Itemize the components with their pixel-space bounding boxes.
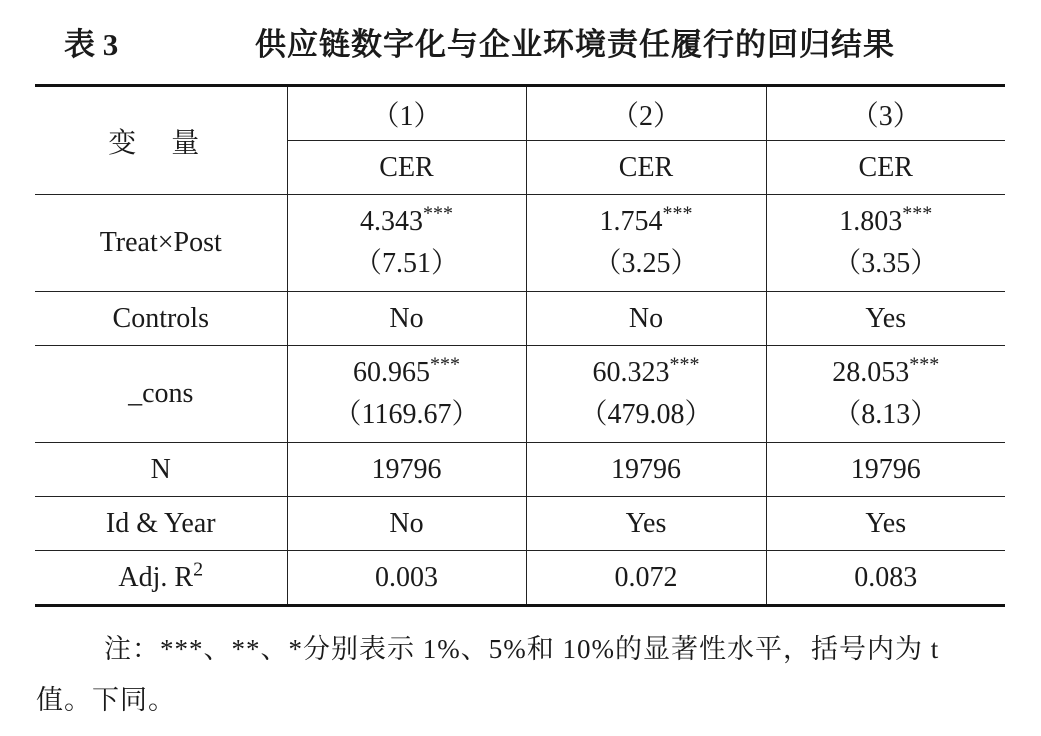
table-row-fixed-effects	[35, 497, 1005, 551]
regression-table	[35, 84, 1005, 607]
t-statistic: （479.08）	[579, 399, 713, 430]
row-label: _cons	[35, 346, 287, 443]
row-label: Id & Year	[35, 497, 287, 551]
t-statistic: （1169.67）	[333, 399, 480, 430]
column-number: （2）	[526, 86, 766, 141]
column-number: （3）	[766, 86, 1005, 141]
table-row-cons	[35, 346, 1005, 443]
t-statistic: （3.35）	[833, 248, 939, 279]
coefficient: 1.803	[839, 206, 903, 237]
table-row-treat-post	[35, 195, 1005, 292]
table-caption	[30, 20, 1030, 70]
significance-stars: ***	[430, 353, 460, 376]
dependent-variable: CER	[526, 141, 766, 195]
row-label	[35, 551, 287, 606]
table-cell: 19796	[766, 443, 1005, 497]
row-label: Controls	[35, 292, 287, 346]
table-row-n	[35, 443, 1005, 497]
table-number: 表 3	[64, 27, 119, 62]
row-label: Treat×Post	[35, 195, 287, 292]
significance-stars: ***	[662, 202, 693, 225]
table-cell: Yes	[766, 497, 1005, 551]
row-label-superscript: 2	[193, 558, 204, 581]
coefficient: 28.053	[832, 357, 910, 388]
t-statistic: （7.51）	[353, 248, 459, 279]
coefficient: 4.343	[360, 206, 423, 237]
coefficient: 60.965	[353, 357, 430, 388]
row-label: N	[35, 443, 287, 497]
coefficient-cell	[766, 346, 1005, 443]
table-note	[36, 624, 1011, 726]
coefficient-cell	[526, 346, 766, 443]
note-line-2: 值。下同。	[36, 685, 176, 715]
table-row-controls	[35, 292, 1005, 346]
dependent-variable: CER	[766, 141, 1005, 195]
t-statistic: （3.25）	[593, 248, 699, 279]
coefficient: 60.323	[592, 357, 670, 388]
coefficient-cell	[287, 346, 526, 443]
coefficient-cell	[526, 195, 766, 292]
table-cell: Yes	[526, 497, 766, 551]
coefficient-cell	[287, 195, 526, 292]
table-row-adj-r2	[35, 551, 1005, 606]
significance-stars: ***	[669, 353, 700, 376]
table-cell: No	[287, 292, 526, 346]
table-cell: 0.072	[526, 551, 766, 606]
table-cell: 0.083	[766, 551, 1005, 606]
significance-stars: ***	[902, 202, 933, 225]
table-cell: 19796	[287, 443, 526, 497]
table-cell: 0.003	[287, 551, 526, 606]
coefficient-cell	[766, 195, 1005, 292]
note-line-1: 注：***、**、*分别表示 1%、5%和 10%的显著性水平，括号内为 t	[104, 634, 940, 664]
significance-stars: ***	[909, 353, 940, 376]
table-cell: Yes	[766, 292, 1005, 346]
row-label-text: Adj. R	[118, 561, 194, 593]
t-statistic: （8.13）	[833, 399, 939, 430]
dependent-variable: CER	[287, 141, 526, 195]
coefficient: 1.754	[599, 206, 663, 237]
table-title: 供应链数字化与企业环境责任履行的回归结果	[255, 27, 895, 62]
column-number: （1）	[287, 86, 526, 141]
header-row-numbers	[35, 86, 1005, 141]
variable-header: 变 量	[35, 86, 287, 195]
significance-stars: ***	[423, 202, 453, 225]
table-cell: No	[526, 292, 766, 346]
table-cell: No	[287, 497, 526, 551]
table-cell: 19796	[526, 443, 766, 497]
